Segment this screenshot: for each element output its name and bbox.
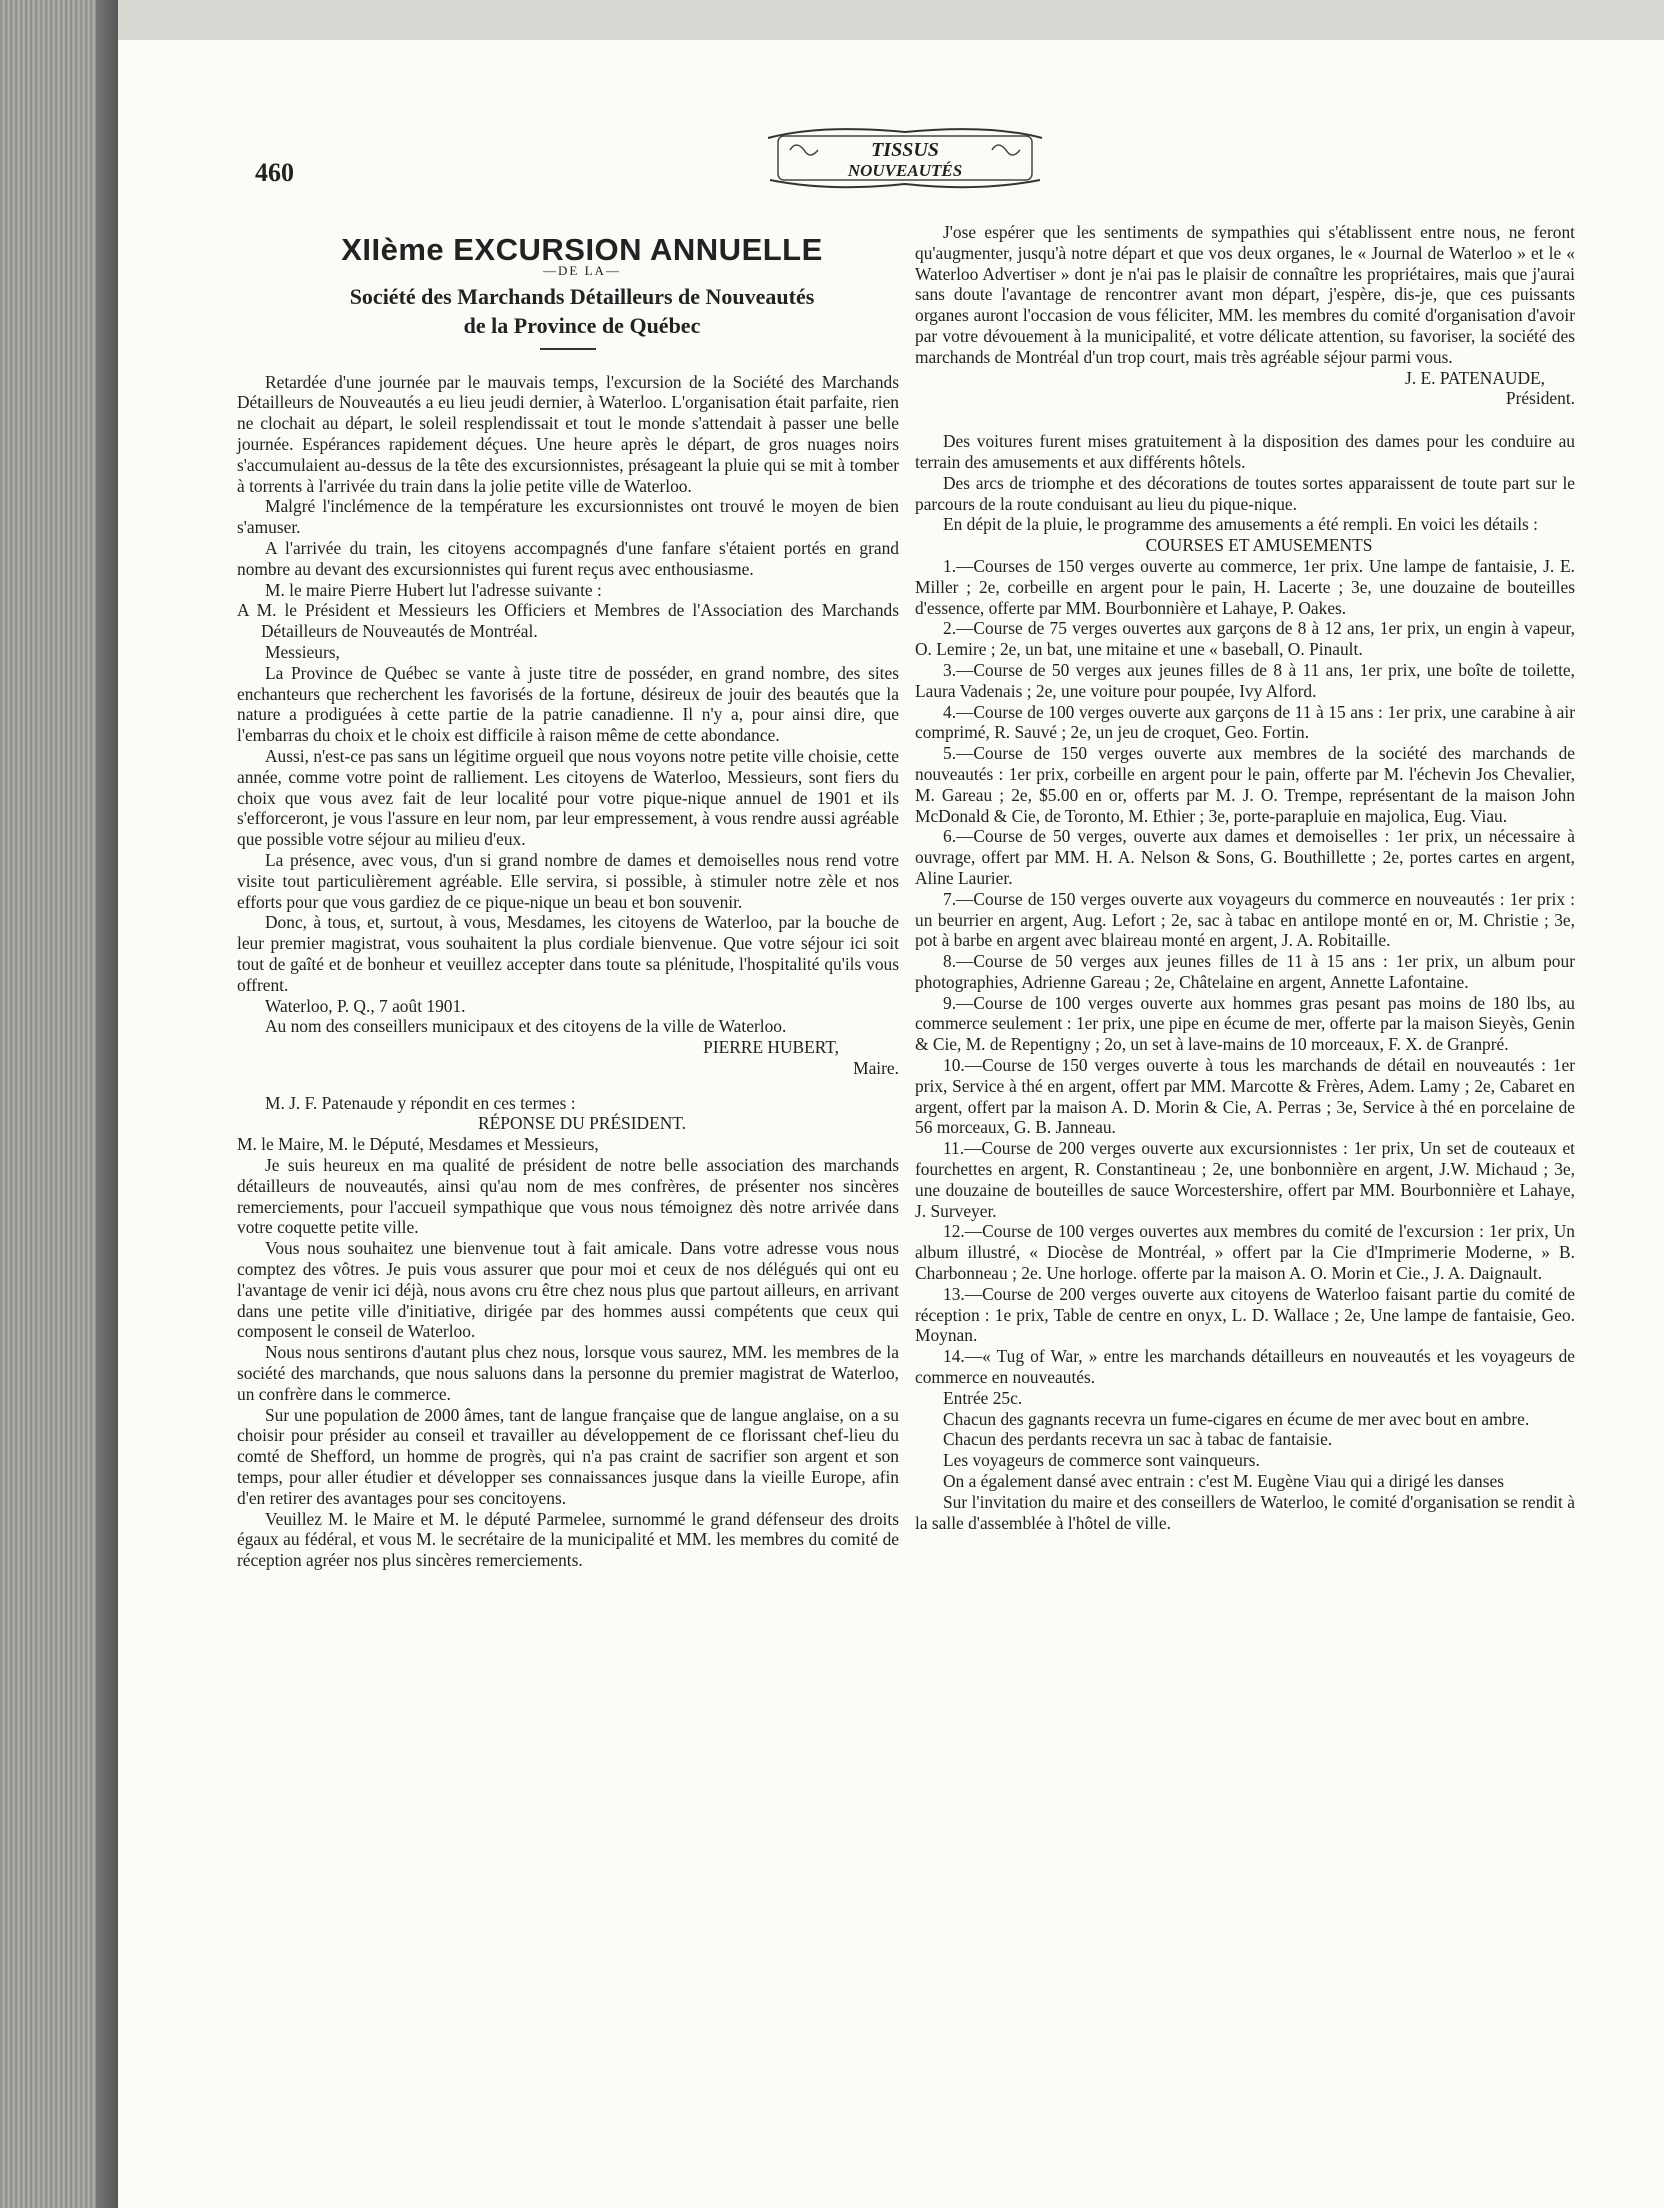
course-item: 6.—Course de 50 verges, ouverte aux dames et demoiselles : 1er prix, un nécessaire à ouvrage, offert par MM. H. A. Nelson & Sons, G. Bouthillette ; 2e, portes cartes en argent, Aline Laurier. (915, 826, 1575, 888)
paragraph: J'ose espérer que les sentiments de sympathies qui s'établissent entre nous, ne feront qu'augmenter, jusqu'à notre départ et que vos deux organes, le « Journal de Waterloo » et le « Waterloo Advertiser » dont je n'ai pas le plaisir de connaître les propriétaires, mais que j'aurai sans doute l'avantage de rencontrer avant mon départ, j'espère, dis-je, que ces puissants organes auront l'occasion de vous féliciter, MM. les membres du comité d'organisation d'avoir par votre dévouement à la municipalité, et votre délicate attention, su favoriser, la société des marchands de Montréal d'un trop court, mais très agréable séjour parmi vous. (915, 222, 1575, 367)
svg-text:TISSUS: TISSUS (871, 139, 939, 161)
paragraph: Au nom des conseillers municipaux et des citoyens de la ville de Waterloo. (265, 1016, 787, 1037)
scan-border (118, 0, 1664, 40)
paragraph: Je suis heureux en ma qualité de président de notre belle association des marchands détailleurs de nouveautés, ainsi qu'au nom de mes confrères, de présenter nos sincères remerciements, pour l'accueil sympathique que vous nous témoignez dès notre arrivée dans votre coquette petite ville. (237, 1155, 899, 1238)
course-item: 12.—Course de 100 verges ouvertes aux membres du comité de l'excursion : 1er prix, Un album illustré, « Diocèse de Montréal, » offert par la Cie d'Imprimerie Moderne, » B. Charbonneau ; 2e. Une horloge. offerte par la maison A. O. Morin et Cie., J. A. Daignault. (915, 1221, 1575, 1284)
course-item: 1.—Courses de 150 verges ouverte au commerce, 1er prix. Une lampe de fantaisie, J. E. Miller ; 2e, corbeille en argent pour le pain, H. Lacerte ; 3e, une douzaine de bouteilles d'essence, offerte par MM. Bourbonnière et Lahaye, P. Oakes. (915, 555, 1575, 618)
paragraph: Des voitures furent mises gratuitement à la disposition des dames pour les conduire au terrain des amusements et aux différents hôtels. (915, 431, 1575, 472)
society-name-line1: Société des Marchands Détailleurs de Nouveautés (349, 283, 815, 309)
signature-name: J. E. PATENAUDE, (1405, 367, 1545, 388)
course-item: 10.—Course de 150 verges ouverte à tous les marchands de détail en nouveautés : 1er prix, Service à thé en argent, offert par MM. Marcotte & Frères, Adem. Lamy ; 2e, Cabaret en argent, offert par la maison A. D. Morin & Cie, A. Perras ; 3e, Service à thé en porcelaine de 56 morceaux, G. B. Janneau. (915, 1055, 1575, 1138)
page-number: 460 (255, 158, 294, 187)
paragraph: Retardée d'une journée par le mauvais temps, l'excursion de la Société des Marchands Détailleurs de Nouveautés a eu lieu jeudi dernier, à Waterloo. L'organisation était parfaite, rien ne clochait au départ, le soleil resplendissait et tout le monde s'attendait à passer une belle journée. Espérances rapidement déçues. Une heure après le départ, de gros nuages noirs s'accumulaient au-dessus de la tête des excursionnistes, présageant la pluie qui se mit à tomber à torrents à l'arrivée du train dans la jolie petite ville de Waterloo. (237, 371, 899, 496)
reply-salutation: M. le Maire, M. le Député, Mesdames et Messieurs, (237, 1134, 599, 1155)
course-item: 14.—« Tug of War, » entre les marchands détailleurs en nouveautés et les voyageurs de commerce en nouveautés. (915, 1346, 1575, 1388)
paragraph: La Province de Québec se vante à juste titre de posséder, en grand nombre, des sites enchanteurs que recherchent les favorisés de la fortune, désireux de jouir des beautés que la nature a prodiguées à cette partie de la patrie canadienne. Il n'y a, pour ainsi dire, que l'embarras du choix et le choix est difficile à raison même de cette abondance. (237, 662, 899, 746)
address-recipient: A M. le Président et Messieurs les Officiers et Membres de l'Association des Marchands Détailleurs de Nouveautés de Montréal. (237, 600, 899, 642)
paragraph: Aussi, n'est-ce pas sans un légitime orgueil que nous voyons notre petite ville choisie, cette année, comme votre point de ralliement. Les citoyens de Waterloo, Messieurs, sont fiers du choix que vous avez fait de leur localité pour votre pique-nique annuel de 1901 et ils s'efforceront, je vous l'assure en leur nom, par leur empressement, à vous rendre aussi agréable que possible votre séjour au milieu d'eux. (237, 745, 899, 850)
signature-name: PIERRE HUBERT, (703, 1037, 839, 1058)
address-salutation: Messieurs, (265, 641, 340, 662)
course-item: 5.—Course de 150 verges ouverte aux membres de la société des marchands de nouveautés : 1er prix, corbeille en argent pour le pain, offerte par M. l'échevin Jos Chevalier, M. Gareau ; 2e, $5.00 en or, offerts par M. J. O. Trempe, représentant de la maison John McDonald & Cie, de Toronto, M. Ethier ; 3e, porte-parapluie en majolica, Eug. Viau. (915, 743, 1575, 826)
course-item: 8.—Course de 50 verges aux jeunes filles de 11 à 15 ans : 1er prix, un album pour photographies, Adrienne Gareau ; 2e, Châtelaine en argent, Annette Lafontaine. (915, 951, 1575, 992)
section-heading: RÉPONSE DU PRÉSIDENT. (478, 1113, 686, 1134)
article-title: XIIème EXCURSION ANNUELLE (341, 232, 823, 267)
svg-text:NOUVEAUTÉS: NOUVEAUTÉS (847, 161, 963, 180)
paragraph: Vous nous souhaitez une bienvenue tout à fait amicale. Dans votre adresse vous nous comptez des vôtres. Je puis vous assurer que pour moi et ceux de nos délégués qui ont eu l'avantage de venir ici déjà, nous avons cru être chez nous plus que partout ailleurs, en arrivant dans une petite ville d'initiative, dirigée par des hommes aussi compétents que ceux qui composent le conseil de Waterloo. (237, 1238, 899, 1342)
paragraph: On a également dansé avec entrain : c'est M. Eugène Viau qui a dirigé les danses (943, 1471, 1504, 1492)
course-item: 11.—Course de 200 verges ouverte aux excursionnistes : 1er prix, Un set de couteaux et fourchettes en argent, R. Constantineau ; 2e, une bonbonnière en argent, J.W. Michaud ; 3e, une douzaine de bouteilles de sauce Worcestershire, offert par MM. Bourbonnière et Lahaye, J. Surveyer. (915, 1138, 1575, 1221)
paragraph: En dépit de la pluie, le programme des amusements a été rempli. En voici les détails : (943, 514, 1538, 535)
paragraph: Chacun des perdants recevra un sac à tabac de fantaisie. (943, 1429, 1333, 1450)
paragraph: M. J. F. Patenaude y répondit en ces termes : (265, 1092, 576, 1113)
paragraph: A l'arrivée du train, les citoyens accompagnés d'une fanfare s'étaient portés en grand nombre au devant des excursionnistes qui furent reçus avec enthousiasme. (237, 537, 899, 579)
course-item: 2.—Course de 75 verges ouvertes aux garçons de 8 à 12 ans, 1er prix, un engin à vapeur, O. Lemire ; 2e, un bat, une mitaine et une « baseball, O. Pinault. (915, 618, 1575, 660)
masthead-logo (760, 120, 1050, 195)
paragraph: Les voyageurs de commerce sont vainqueurs. (943, 1450, 1260, 1471)
society-name-line2: de la Province de Québec (463, 312, 701, 338)
book-binding (0, 0, 118, 2208)
paragraph: Malgré l'inclémence de la température les excursionnistes ont trouvé le moyen de bien s'amuser. (237, 496, 899, 538)
course-item: 4.—Course de 100 verges ouverte aux garçons de 11 à 15 ans : 1er prix, une carabine à air comprimé, R. Sauvé ; 2e, un jeu de croquet, Geo. Fortin. (915, 701, 1575, 743)
paragraph: La présence, avec vous, d'un si grand nombre de dames et demoiselles nous rend votre visite tout particulièrement agréable. Elle servira, si possible, à stimuler notre zèle et nos efforts pour que vous gardiez de ce pique-nique un beau et bon souvenir. (237, 849, 899, 912)
signature-title: Maire. (853, 1057, 899, 1078)
course-item: 13.—Course de 200 verges ouverte aux citoyens de Waterloo faisant partie du comité de réception : 1e prix, Table de centre en onyx, L. D. Wallace ; 2e, Une lampe de fantaisie, Geo. Moynan. (915, 1283, 1575, 1346)
signature-title: Président. (1505, 388, 1575, 409)
paragraph: Sur l'invitation du maire et des conseillers de Waterloo, le comité d'organisation se rendit à la salle d'assemblée à l'hôtel de ville. (915, 1491, 1575, 1533)
course-item: 7.—Course de 150 verges ouverte aux voyageurs du commerce en nouveautés : 1er prix : un beurrier en argent, Aug. Lefort ; 2e, sac à tabac en antilope monté en or, M. Christie ; 3e, pot à barbe en argent avec blaireau monté en argent, J. A. Robitaille. (915, 888, 1575, 951)
left-column (237, 232, 899, 1571)
paragraph: Chacun des gagnants recevra un fume-cigares en écume de mer avec bout en ambre. (943, 1408, 1530, 1429)
course-item: 3.—Course de 50 verges aux jeunes filles de 8 à 11 ans, 1er prix, une boîte de toilette, Laura Vadenais ; 2e, une voiture pour poupée, Ivy Alford. (915, 659, 1575, 701)
title-rule (540, 348, 596, 350)
paragraph: Donc, à tous, et, surtout, à vous, Mesdames, les citoyens de Waterloo, par la bouche de leur premier magistrat, vous souhaitent la plus cordiale bienvenue. Que votre séjour ici soit tout de gaîté et de bonheur et veuillez accepter dans toute sa plénitude, l'hospitalité qu'ils vous offrent. (237, 912, 899, 995)
title-connector: —DE LA— (543, 262, 621, 278)
paragraph: Veuillez M. le Maire et M. le député Parmelee, surnommé le grand défenseur des droits égaux au fédéral, et vous M. le secrétaire de la municipalité et MM. les membres du comité de réception agréer nos plus sincères remerciements. (237, 1508, 899, 1571)
section-heading: COURSES ET AMUSEMENTS (1145, 535, 1373, 556)
right-column (915, 222, 1575, 1533)
paragraph: M. le maire Pierre Hubert lut l'adresse suivante : (265, 579, 602, 600)
paragraph: Entrée 25c. (943, 1387, 1023, 1408)
course-item: 9.—Course de 100 verges ouverte aux hommes gras pesant pas moins de 180 lbs, au commerce seulement : 1er prix, une pipe en écume de mer, offerte par la maison Sieyès, Genin & Cie, M. de Repentigny ; 2o, un set à lave-mains de 10 morceaux, F. X. de Granpré. (915, 992, 1575, 1055)
address-date: Waterloo, P. Q., 7 août 1901. (265, 995, 466, 1016)
paragraph: Des arcs de triomphe et des décorations de toutes sortes apparaissent de toute part sur le parcours de la route conduisant au lieu du pique-nique. (915, 472, 1575, 514)
paragraph: Nous nous sentirons d'autant plus chez nous, lorsque vous saurez, MM. les membres de la société des marchands, que nous saluons dans la personne du premier magistrat de Waterloo, un confrère dans le commerce. (237, 1342, 899, 1404)
paragraph: Sur une population de 2000 âmes, tant de langue française que de langue anglaise, on a su choisir pour présider au conseil et travailler au développement de ce florissant chef-lieu du comté de Shefford, un homme de progrès, qui n'a pas craint de sacrifier son argent et son temps, pour aller étudier et développer ses connaissances jusque dans la vieille Europe, afin d'en retirer des avantages pour ses concitoyens. (237, 1404, 899, 1508)
